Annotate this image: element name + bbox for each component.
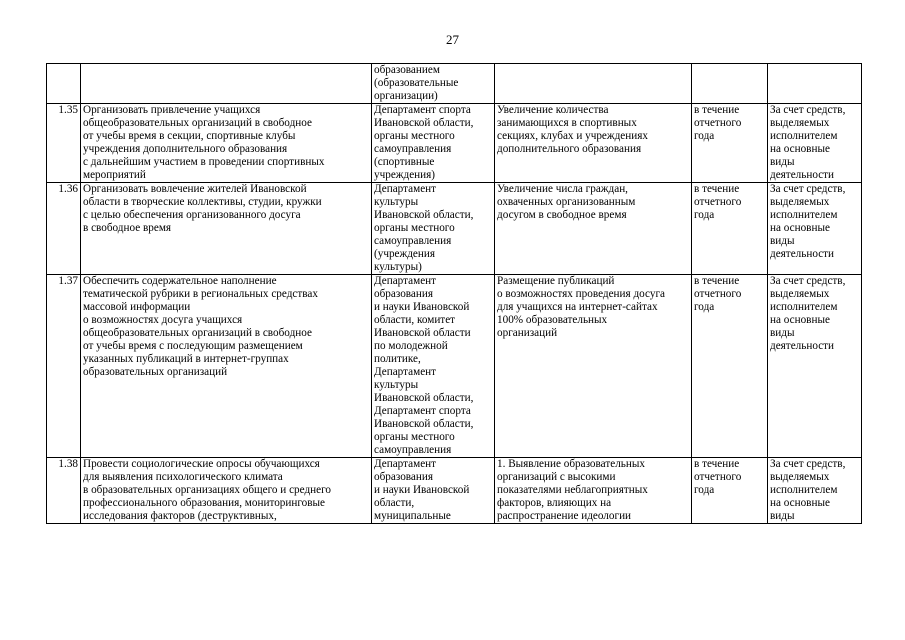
cell-line: Ивановской области, [374,209,474,221]
cell-line: занимающихся в спортивных [497,117,637,129]
cell-line: для учащихся на интернет-сайтах [497,301,658,313]
cell-line: досугом в свободное время [497,209,627,221]
executor-cell [372,275,495,458]
executor-cell [372,458,495,524]
cell-line: в течение [694,275,740,287]
action-cell [81,275,372,458]
cell-line: 1. Выявление образовательных [497,458,645,470]
term-cell [692,458,768,524]
cell-line: организации) [374,90,438,102]
cell-line: факторов, влияющих на [497,497,612,509]
cell-line: для выявления психологического климата [83,471,283,483]
cell-line: самоуправления [374,444,452,456]
table-row [47,104,862,183]
cell-line: отчетного [694,288,742,300]
cell-line: исполнителем [770,484,838,496]
cell-line: отчетного [694,471,742,483]
cell-line: культуры) [374,261,422,273]
cell-line: исполнителем [770,301,838,313]
cell-line: За счет средств, [770,275,846,287]
cell-line: деятельности [770,248,835,260]
cell-line: на основные [770,314,830,326]
cell-line: выделяемых [770,471,830,483]
cell-line: (спортивные [374,156,435,168]
cell-line: учреждения) [374,169,436,181]
cell-line: от учебы время с последующим размещением [83,340,303,352]
result-cell [495,64,692,104]
table-row [47,183,862,275]
cell-line: профессионального образования, мониторинговые [83,497,326,509]
cell-line: в течение [694,104,740,116]
cell-line: в течение [694,183,740,195]
cell-line: Организовать привлечение учащихся [83,104,261,116]
action-cell [81,183,372,275]
cell-line: органы местного [374,130,455,142]
cell-line: о возможностях проведения досуга [497,288,665,300]
cell-line: деятельности [770,169,835,181]
cell-line: Ивановской области, [374,392,474,404]
cell-line: самоуправления [374,143,452,155]
item-number-cell: 1.38 [47,458,81,524]
cell-line: области в творческие коллективы, студии, кружки [83,196,322,208]
cell-line: распространение идеологии [497,510,632,522]
cell-line: Размещение публикаций [497,275,615,287]
measures-table [46,63,862,524]
cell-line: Департамент [374,366,437,378]
cell-line: За счет средств, [770,104,846,116]
cell-line: выделяемых [770,196,830,208]
item-number-cell: 1.36 [47,183,81,275]
cell-line: выделяемых [770,117,830,129]
cell-line: года [694,209,715,221]
cell-line: Департамент [374,275,437,287]
cell-line: Провести социологические опросы обучающихся [83,458,320,470]
cell-line: и науки Ивановской [374,484,470,496]
cell-line: массовой информации [83,301,191,313]
cell-line: организаций с высокими [497,471,616,483]
cell-line: тематической рубрики в региональных средствах [83,288,318,300]
cell-line: виды [770,156,795,168]
funding-cell [768,458,862,524]
cell-line: Департамент спорта [374,104,471,116]
cell-line: политике, [374,353,421,365]
cell-line: охваченных организованным [497,196,636,208]
cell-line: с дальнейшим участием в проведении спортивных [83,156,325,168]
term-cell [692,183,768,275]
cell-line: области, комитет [374,314,456,326]
cell-line: Ивановской области, [374,418,474,430]
cell-line: За счет средств, [770,183,846,195]
cell-line: Организовать вовлечение жителей Ивановской [83,183,307,195]
cell-line: на основные [770,222,830,234]
cell-line: отчетного [694,196,742,208]
cell-line: от учебы время в секции, спортивные клубы [83,130,296,142]
cell-line: культуры [374,379,419,391]
cell-line: За счет средств, [770,458,846,470]
action-cell [81,104,372,183]
cell-line: виды [770,235,795,247]
cell-line: дополнительного образования [497,143,642,155]
executor-cell [372,64,495,104]
table-row [47,275,862,458]
cell-line: показателями неблагоприятных [497,484,648,496]
funding-cell [768,104,862,183]
cell-line: самоуправления [374,235,452,247]
cell-line: (образовательные [374,77,459,89]
cell-line: по молодежной [374,340,448,352]
executor-cell [372,183,495,275]
cell-line: образовательных организаций [83,366,228,378]
cell-line: Ивановской области, [374,117,474,129]
cell-line: Обеспечить содержательное наполнение [83,275,277,287]
cell-line: области, [374,497,415,509]
cell-line: общеобразовательных организаций в свободное [83,327,312,339]
cell-line: Ивановской области [374,327,471,339]
cell-line: общеобразовательных организаций в свободное [83,117,312,129]
cell-line: органы местного [374,222,455,234]
cell-line: отчетного [694,117,742,129]
cell-line: мероприятий [83,169,146,181]
cell-line: Департамент [374,458,437,470]
result-cell [495,183,692,275]
cell-line: года [694,130,715,142]
cell-line: учреждения дополнительного образования [83,143,288,155]
cell-line: Увеличение количества [497,104,609,116]
cell-line: образованием [374,64,440,76]
cell-line: Департамент спорта [374,405,471,417]
cell-line: года [694,484,715,496]
cell-line: виды [770,510,795,522]
cell-line: Департамент [374,183,437,195]
result-cell [495,104,692,183]
cell-line: выделяемых [770,288,830,300]
page-number: 27 [446,32,459,47]
item-number-cell: 1.37 [47,275,81,458]
executor-cell [372,104,495,183]
table-row [47,458,862,524]
cell-line: (учреждения [374,248,436,260]
cell-line: с целью обеспечения организованного досуга [83,209,301,221]
cell-line: культуры [374,196,419,208]
term-cell [692,104,768,183]
result-cell [495,458,692,524]
cell-line: на основные [770,497,830,509]
cell-line: организаций [497,327,558,339]
cell-line: исполнителем [770,209,838,221]
funding-cell [768,183,862,275]
cell-line: на основные [770,143,830,155]
cell-line: о возможностях досуга учащихся [83,314,243,326]
cell-line: в образовательных организациях общего и среднего [83,484,332,496]
term-cell [692,64,768,104]
cell-line: виды [770,327,795,339]
item-number-cell [47,64,81,104]
term-cell [692,275,768,458]
cell-line: года [694,301,715,313]
cell-line: и науки Ивановской [374,301,470,313]
action-cell [81,458,372,524]
cell-line: органы местного [374,431,455,443]
cell-line: образования [374,288,434,300]
cell-line: указанных публикаций в интернет-группах [83,353,289,365]
cell-line: исследования факторов (деструктивных, [83,510,277,522]
action-cell [81,64,372,104]
cell-line: образования [374,471,434,483]
result-cell [495,275,692,458]
funding-cell [768,275,862,458]
cell-line: деятельности [770,340,835,352]
cell-line: секциях, клубах и учреждениях [497,130,648,142]
cell-line: исполнителем [770,130,838,142]
cell-line: в свободное время [83,222,172,234]
item-number-cell: 1.35 [47,104,81,183]
cell-line: муниципальные [374,510,451,522]
cell-line: в течение [694,458,740,470]
funding-cell [768,64,862,104]
cell-line: Увеличение числа граждан, [497,183,628,195]
table-row [47,64,862,104]
cell-line: 100% образовательных [497,314,608,326]
